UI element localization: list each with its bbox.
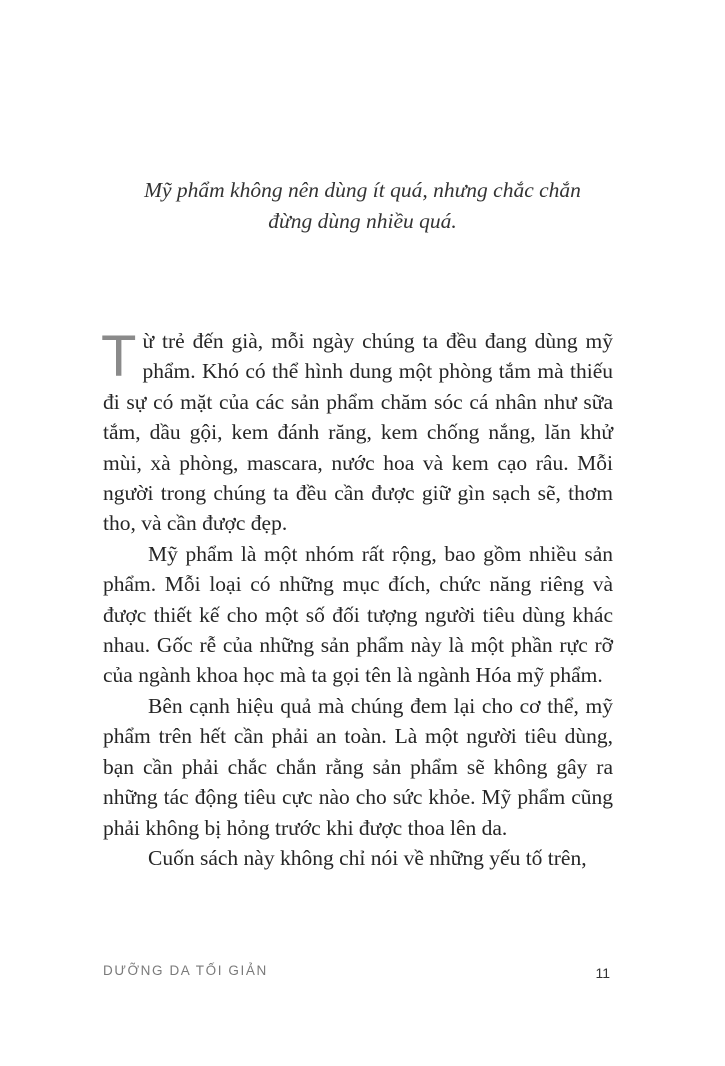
epigraph [0, 175, 725, 237]
running-footer-title: DƯỠNG DA TỐI GIẢN [103, 963, 268, 978]
epigraph-line-1: Mỹ phẩm không nên dùng ít quá, nhưng chắc chắn [144, 178, 581, 202]
epigraph-line-2: đừng dùng nhiều quá. [268, 209, 457, 233]
body-text [103, 326, 613, 873]
page-number: 11 [595, 965, 610, 981]
drop-cap: T [101, 324, 137, 389]
paragraph-4: Cuốn sách này không chỉ nói về những yếu tố trên, [148, 845, 587, 870]
paragraph-1-text: ừ trẻ đến già, mỗi ngày chúng ta đều đang dùng mỹ phẩm. Khó có thể hình dung một phòng tắm mà thiếu đi sự có mặt của các sản phẩm chăm sóc cá nhân như sữa tắm, dầu gội, kem đánh răng, kem chống nắng, lăn khử mùi, xà phòng, mascara, nước hoa và kem cạo râu. Mỗi người trong chúng ta đều cần được giữ gìn sạch sẽ, thơm tho, và cần được đẹp. [103, 329, 613, 536]
paragraph-1 [103, 326, 613, 539]
paragraph-2: Mỹ phẩm là một nhóm rất rộng, bao gồm nhiều sản phẩm. Mỗi loại có những mục đích, chức năng riêng và được thiết kế cho một số đối tượng người tiêu dùng khác nhau. Gốc rễ của những sản phẩm này là một phần rực rỡ của ngành khoa học mà ta gọi tên là ngành Hóa mỹ phẩm. [103, 541, 613, 688]
paragraph-3: Bên cạnh hiệu quả mà chúng đem lại cho cơ thể, mỹ phẩm trên hết cần phải an toàn. Là một người tiêu dùng, bạn cần phải chắc chắn rằng sản phẩm sẽ không gây ra những tác động tiêu cực nào cho sức khỏe. Mỹ phẩm cũng phải không bị hỏng trước khi được thoa lên da. [103, 693, 613, 840]
